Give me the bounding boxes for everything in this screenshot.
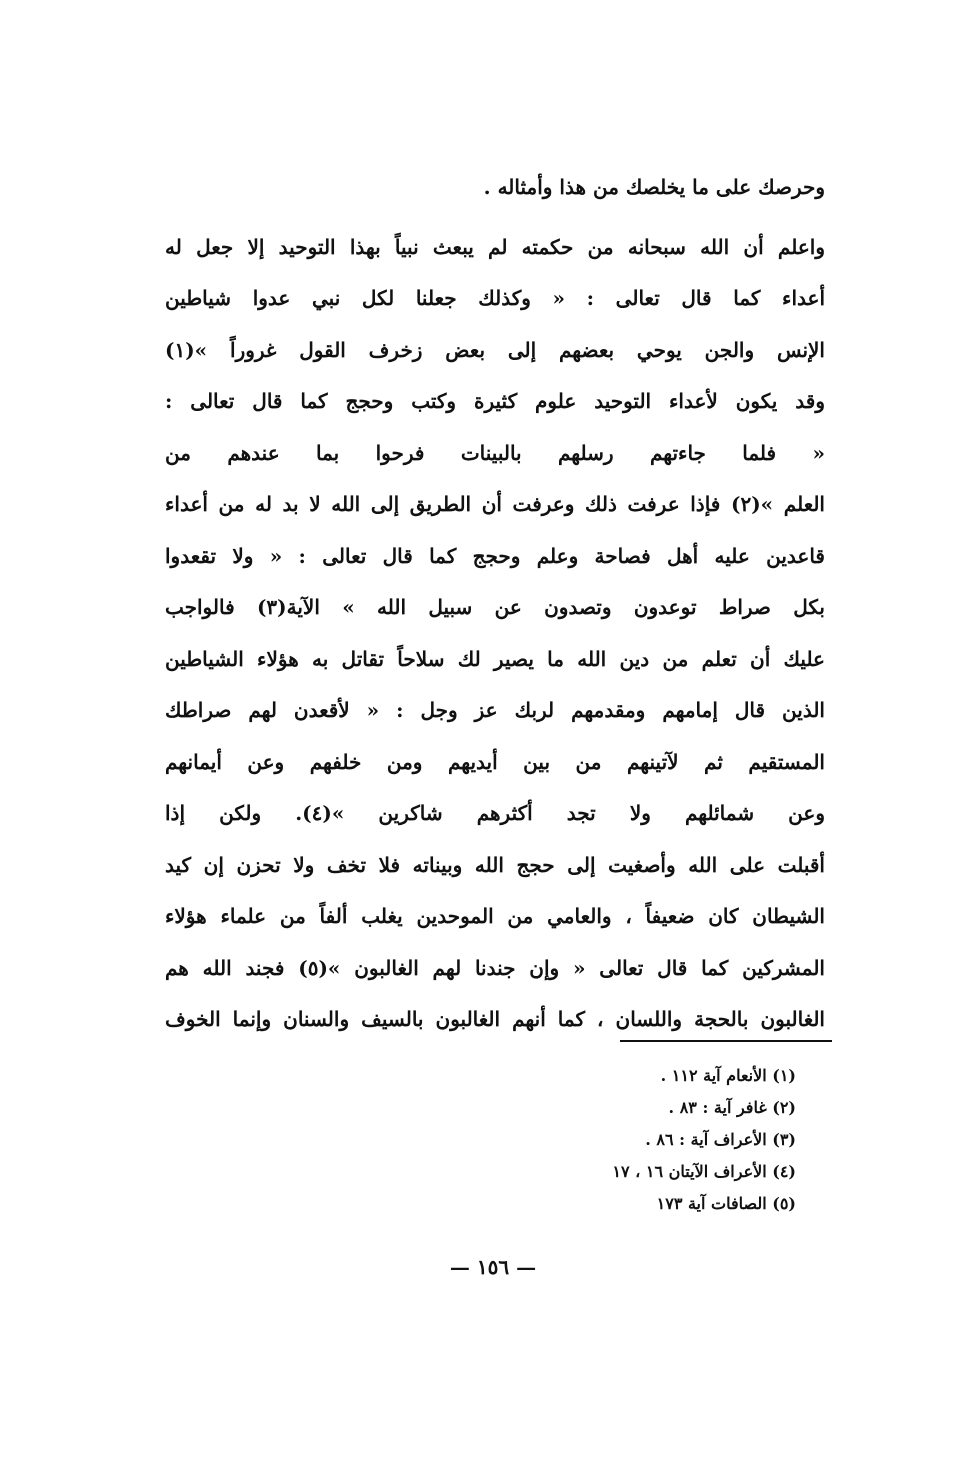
footnote: (٥) الصافات آية ١٧٣ [656, 1194, 796, 1213]
text-line: المستقيم ثم لآتينهم من بين أيديهم ومن خلفهم وعن أيمانهم [165, 749, 825, 774]
text-line: أعداء كما قال تعالى : « وكذلك جعلنا لكل نبي عدوا شياطين [165, 286, 825, 310]
text-line: قاعدين عليه أهل فصاحة وعلم وحجج كما قال تعالى : « ولا تقعدوا [165, 543, 825, 568]
text-line: الغالبون بالحجة واللسان ، كما أنهم الغالبون بالسيف والسنان وإنما الخوف [165, 1007, 825, 1031]
text-line: وحرصك على ما يخلصك من هذا وأمثاله . [483, 175, 825, 199]
text-line: الإنس والجن يوحي بعضهم إلى بعض زخرف القول غروراً »(١) [165, 337, 825, 362]
text-line: واعلم أن الله سبحانه من حكمته لم يبعث نبياً بهذا التوحيد إلا جعل له [165, 234, 825, 259]
footnote: (١) الأنعام آية ١١٢ . [660, 1066, 796, 1085]
text-line: وقد يكون لأعداء التوحيد علوم كثيرة وكتب وحجج كما قال تعالى : [165, 389, 825, 413]
footnote: (٢) غافر آية : ٨٣ . [668, 1098, 796, 1117]
footnote: (٣) الأعراف آية : ٨٦ . [645, 1130, 796, 1149]
footnote-separator [620, 1040, 832, 1042]
page-number: — ١٥٦ — [449, 1255, 537, 1279]
text-line: أقبلت على الله وأصغيت إلى حجج الله وبيناته فلا تخف ولا تحزن إن كيد [165, 852, 825, 877]
text-line: العلم »(٢) فإذا عرفت ذلك وعرفت أن الطريق إلى الله لا بد له من أعداء [165, 492, 825, 516]
text-line: الذين قال إمامهم ومقدمهم لربك عز وجل : « لأقعدن لهم صراطك [165, 698, 825, 722]
footnote: (٤) الأعراف الآيتان ١٦ ، ١٧ [612, 1162, 796, 1181]
text-line: الشيطان كان ضعيفاً ، والعامي من الموحدين يغلب ألفاً من علماء هؤلاء [165, 904, 825, 928]
body-text [165, 162, 825, 1046]
footnotes [500, 1060, 796, 1220]
text-line: عليك أن تعلم من دين الله ما يصير لك سلاحاً تقاتل به هؤلاء الشياطين [165, 646, 825, 671]
text-line: بكل صراط توعدون وتصدون عن سبيل الله » الآية(٣) فالواجب [165, 595, 825, 619]
text-line: المشركين كما قال تعالى « وإن جندنا لهم الغالبون »(٥) فجند الله هم [165, 955, 825, 980]
text-line: « فلما جاءتهم رسلهم بالبينات فرحوا بما عندهم من [165, 440, 825, 465]
text-line: وعن شمائلهم ولا تجد أكثرهم شاكرين »(٤). ولكن إذا [165, 801, 825, 825]
